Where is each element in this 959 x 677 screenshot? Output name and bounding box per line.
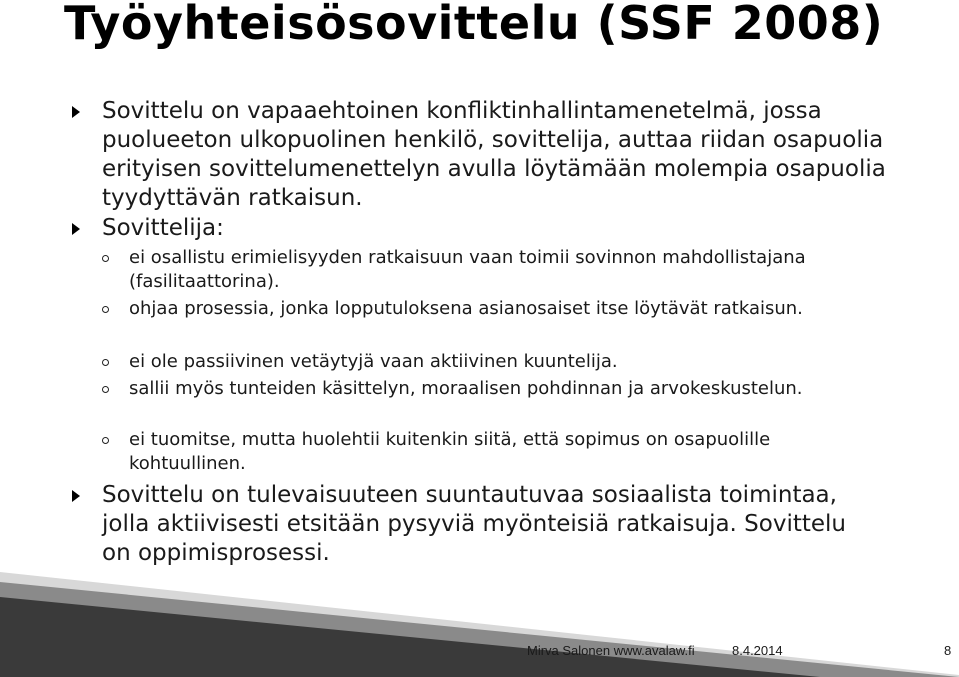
subbullet-active-listener	[129, 350, 929, 374]
bullet-text: Sovittelija:	[102, 215, 224, 241]
bullet-mediation-definition	[102, 97, 932, 213]
subbullet-does-not-judge	[129, 428, 889, 476]
circle-bullet-icon	[102, 255, 109, 262]
subbullet-text: ohjaa prosessia, jonka lopputuloksena asianosaiset itse löytävät ratkaisun.	[129, 298, 803, 319]
subbullet-allows-emotions	[129, 377, 859, 401]
footer-page-number: 8	[944, 643, 952, 658]
arrow-bullet-icon	[72, 223, 80, 235]
bullet-text: Sovittelu on vapaaehtoinen konfliktinhallintamenetelmä, jossa puolueeton ulkopuolinen henkilö, sovittelija, auttaa riidan osapuolia erityisen sovittelumenettelyn avulla löytämään molempia osapuolia tyydyttävän ratkaisun.	[102, 98, 886, 211]
subbullet-text: ei ole passiivinen vetäytyjä vaan aktiivinen kuuntelija.	[129, 351, 618, 372]
circle-bullet-icon	[102, 437, 109, 444]
subbullet-text: sallii myös tunteiden käsittelyn, moraalisen pohdinnan ja arvokeskustelun.	[129, 378, 803, 399]
arrow-bullet-icon	[72, 106, 80, 118]
bullet-text: Sovittelu on tulevaisuuteen suuntautuvaa sosiaalista toimintaa, jolla aktiivisesti etsitään pysyviä myönteisiä ratkaisuja. Sovittelu on oppimisprosessi.	[102, 482, 847, 566]
footer-date: 8.4.2014	[732, 643, 783, 658]
footer-author: Mirva Salonen www.avalaw.fi	[527, 643, 695, 658]
slide-title: Työyhteisösovittelu (SSF 2008)	[64, 0, 884, 50]
bullet-mediator	[102, 214, 932, 243]
bullet-future-oriented	[102, 481, 862, 568]
circle-bullet-icon	[102, 359, 109, 366]
circle-bullet-icon	[102, 386, 109, 393]
corner-decoration	[0, 557, 959, 677]
circle-bullet-icon	[102, 306, 109, 313]
subbullet-guides-process	[129, 297, 929, 321]
subbullet-not-participating	[129, 246, 849, 294]
arrow-bullet-icon	[72, 490, 80, 502]
subbullet-text: ei osallistu erimielisyyden ratkaisuun vaan toimii sovinnon mahdollistajana (fasilitaattorina).	[129, 247, 806, 292]
subbullet-text: ei tuomitse, mutta huolehtii kuitenkin siitä, että sopimus on osapuolille kohtuullinen.	[129, 429, 771, 474]
